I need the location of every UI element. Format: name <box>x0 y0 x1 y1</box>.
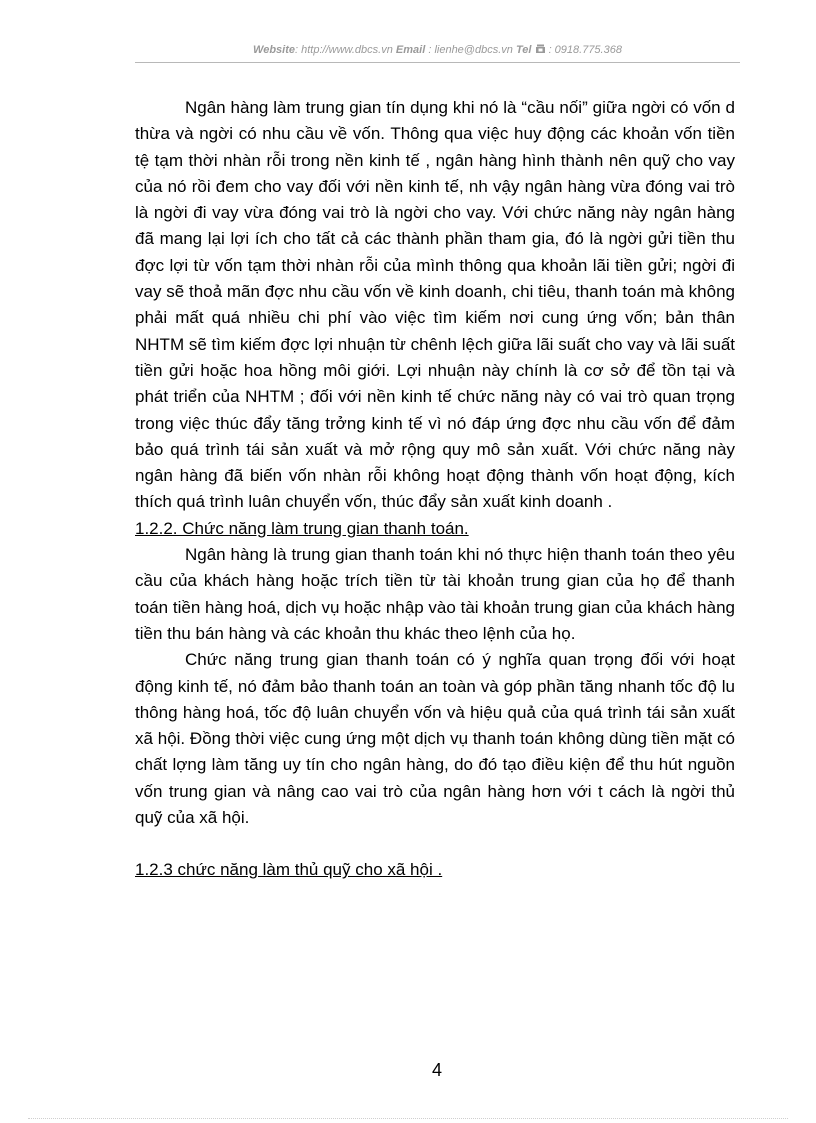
website-value: : http://www.dbcs.vn <box>295 44 393 56</box>
paragraph-gap <box>135 831 735 857</box>
section-heading-1-2-3: 1.2.3 chức năng làm thủ quỹ cho xã hội . <box>135 860 443 880</box>
website-label: Website <box>253 44 296 56</box>
section-heading-1-2-2: 1.2.2. Chức năng làm trung gian thanh toán. <box>135 518 469 538</box>
page-header <box>135 44 740 56</box>
paragraph-payment-intermediary: Ngân hàng là trung gian thanh toán khi nó thực hiện thanh toán theo yêu cầu của khách hàng hoặc trích tiền từ tài khoản trung gian của họ để thanh toán tiền hàng hoá, dịch vụ hoặc nhập vào tài khoản trung gian của khách hàng tiền thu bán hàng và các khoản thu khác theo lệnh của họ. <box>135 545 735 643</box>
document-body <box>135 95 735 884</box>
paragraph-credit-intermediary: Ngân hàng làm trung gian tín dụng khi nó là “cầu nối” giữa ngời có vốn d thừa và ngời có nhu cầu về vốn. Thông qua việc huy động các khoản vốn tiền tệ tạm thời nhàn rỗi trong nền kinh tế , ngân hàng hình thành nên quỹ cho vay của nó rồi đem cho vay đối với nền kinh tế, nh vậy ngân hàng vừa đóng vai trò là ngời đi vay vừa đóng vai trò là ngời cho vay. Với chức năng này ngân hàng đã mang lại lợi ích cho tất cả các thành phần tham gia, đó là ngời gửi tiền thu đợc lợi từ vốn tạm thời nhàn rỗi của mình thông qua khoản lãi tiền gửi; ngời đi vay sẽ thoả mãn đợc nhu cầu vốn về kinh doanh, chi tiêu, thanh toán mà không phải mất quá nhiều chi phí vào việc tìm kiếm nơi cung ứng vốn; bản thân NHTM sẽ tìm kiếm đợc lợi nhuận từ chênh lệch giữa lãi suất cho vay và lãi suất tiền gửi hoặc hoa hồng môi giới. Lợi nhuận này chính là cơ sở để tồn tại và phát triển của NHTM ; đối với nền kinh tế chức năng này có vai trò quan trọng trong việc thúc đẩy tăng trởng kinh tế vì nó đáp ứng đợc nhu cầu vốn để đảm bảo quá trình tái sản xuất và mở rộng quy mô sản xuất. Với chức năng này ngân hàng đã biến vốn nhàn rỗi không hoạt động thành vốn hoạt động, kích thích quá trình luân chuyển vốn, thúc đẩy sản xuất kinh doanh . <box>135 98 735 512</box>
header-divider <box>135 62 740 63</box>
tel-value: : 0918.775.368 <box>548 44 622 56</box>
email-value: : lienhe@dbcs.vn <box>428 44 513 56</box>
page-bottom-border <box>28 1118 788 1119</box>
tel-label: Tel <box>515 44 532 56</box>
phone-icon <box>535 44 549 56</box>
email-label: Email <box>395 44 426 56</box>
paragraph-payment-significance: Chức năng trung gian thanh toán có ý nghĩa quan trọng đối với hoạt động kinh tế, nó đảm bảo thanh toán an toàn và góp phần tăng nhanh tốc độ lu thông hàng hoá, tốc độ luân chuyển vốn và hiệu quả của quá trình tái sản xuất xã hội. Đồng thời việc cung ứng một dịch vụ thanh toán không dùng tiền mặt có chất lợng làm tăng uy tín cho ngân hàng, do đó tạo điều kiện để thu hút nguồn vốn trung gian và nâng cao vai trò của ngân hàng hơn với t cách là ngời thủ quỹ của xã hội. <box>135 650 735 828</box>
page-number: 4 <box>431 1060 442 1080</box>
